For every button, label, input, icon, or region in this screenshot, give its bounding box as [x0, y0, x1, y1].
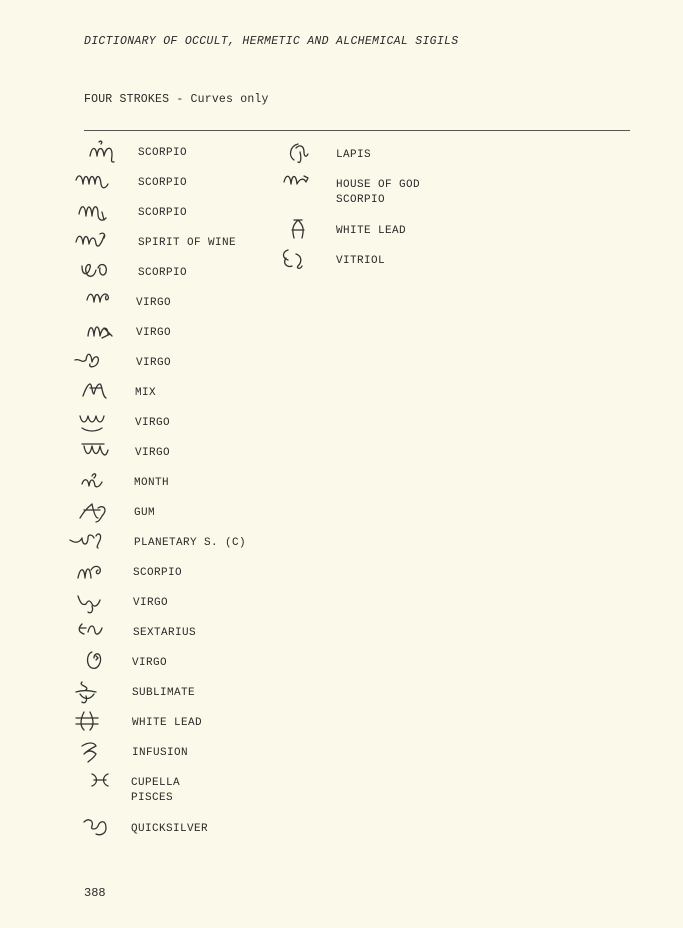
entry-label: VIRGO	[136, 357, 172, 369]
entry-label: PLANETARY S. (C)	[134, 537, 247, 549]
scorpio-sigil-icon	[74, 560, 110, 586]
entry-label: GUM	[134, 507, 156, 519]
white-lead-sigil-icon	[74, 710, 110, 736]
infusion-sigil-icon	[78, 740, 114, 766]
spirit-of-wine-sigil-icon	[74, 230, 110, 256]
entry-label-secondary: SCORPIO	[336, 194, 386, 206]
gum-sigil-icon	[78, 500, 114, 526]
page-title: DICTIONARY OF OCCULT, HERMETIC AND ALCHEMICAL SIGILS	[84, 35, 459, 48]
entry-label: SCORPIO	[138, 147, 188, 159]
divider	[84, 130, 630, 131]
entry-label: SEXTARIUS	[133, 627, 197, 639]
entry-label: INFUSION	[132, 747, 189, 759]
mix-sigil-icon	[80, 380, 116, 406]
house-of-god-sigil-icon	[282, 172, 318, 198]
section-subtitle: FOUR STROKES - Curves only	[84, 93, 269, 106]
virgo-sigil-icon	[84, 290, 120, 316]
scorpio-sigil-icon	[74, 170, 110, 196]
scorpio-sigil-icon	[78, 260, 114, 286]
entry-label: VIRGO	[135, 417, 171, 429]
entry-label: HOUSE OF GOD	[336, 179, 421, 191]
entry-label: SPIRIT OF WINE	[138, 237, 237, 249]
planetary-sigil-icon	[68, 530, 104, 556]
month-sigil-icon	[80, 470, 116, 496]
entry-label: MIX	[135, 387, 157, 399]
virgo-sigil-icon	[84, 320, 120, 346]
scorpio-sigil-icon	[86, 140, 122, 166]
virgo-sigil-icon	[82, 650, 118, 676]
entry-label: VIRGO	[135, 447, 171, 459]
entry-label: VIRGO	[132, 657, 168, 669]
entry-label: SUBLIMATE	[132, 687, 196, 699]
sublimate-sigil-icon	[74, 680, 110, 706]
vitriol-sigil-icon	[282, 248, 318, 274]
entry-label: MONTH	[134, 477, 170, 489]
entry-label: WHITE LEAD	[336, 225, 407, 237]
entry-label: SCORPIO	[133, 567, 183, 579]
entry-label: SCORPIO	[138, 267, 188, 279]
entry-label: VIRGO	[136, 297, 172, 309]
entry-label: WHITE LEAD	[132, 717, 203, 729]
entry-label: CUPELLA	[131, 777, 181, 789]
entry-label: LAPIS	[336, 149, 372, 161]
virgo-sigil-icon	[76, 590, 112, 616]
quicksilver-sigil-icon	[82, 816, 118, 842]
entry-label: VIRGO	[133, 597, 169, 609]
entry-label: SCORPIO	[138, 177, 188, 189]
virgo-sigil-icon	[78, 410, 114, 436]
entry-label: VITRIOL	[336, 255, 386, 267]
entry-label: SCORPIO	[138, 207, 188, 219]
page-number: 388	[84, 886, 106, 900]
virgo-sigil-icon	[74, 350, 110, 376]
entry-label: VIRGO	[136, 327, 172, 339]
sextarius-sigil-icon	[78, 620, 114, 646]
white-lead-sigil-icon	[286, 218, 322, 244]
cupella-sigil-icon	[86, 770, 122, 796]
virgo-sigil-icon	[80, 440, 116, 466]
scorpio-sigil-icon	[76, 200, 112, 226]
entry-label: QUICKSILVER	[131, 823, 209, 835]
entry-label-secondary: PISCES	[131, 792, 174, 804]
lapis-sigil-icon	[286, 142, 322, 168]
